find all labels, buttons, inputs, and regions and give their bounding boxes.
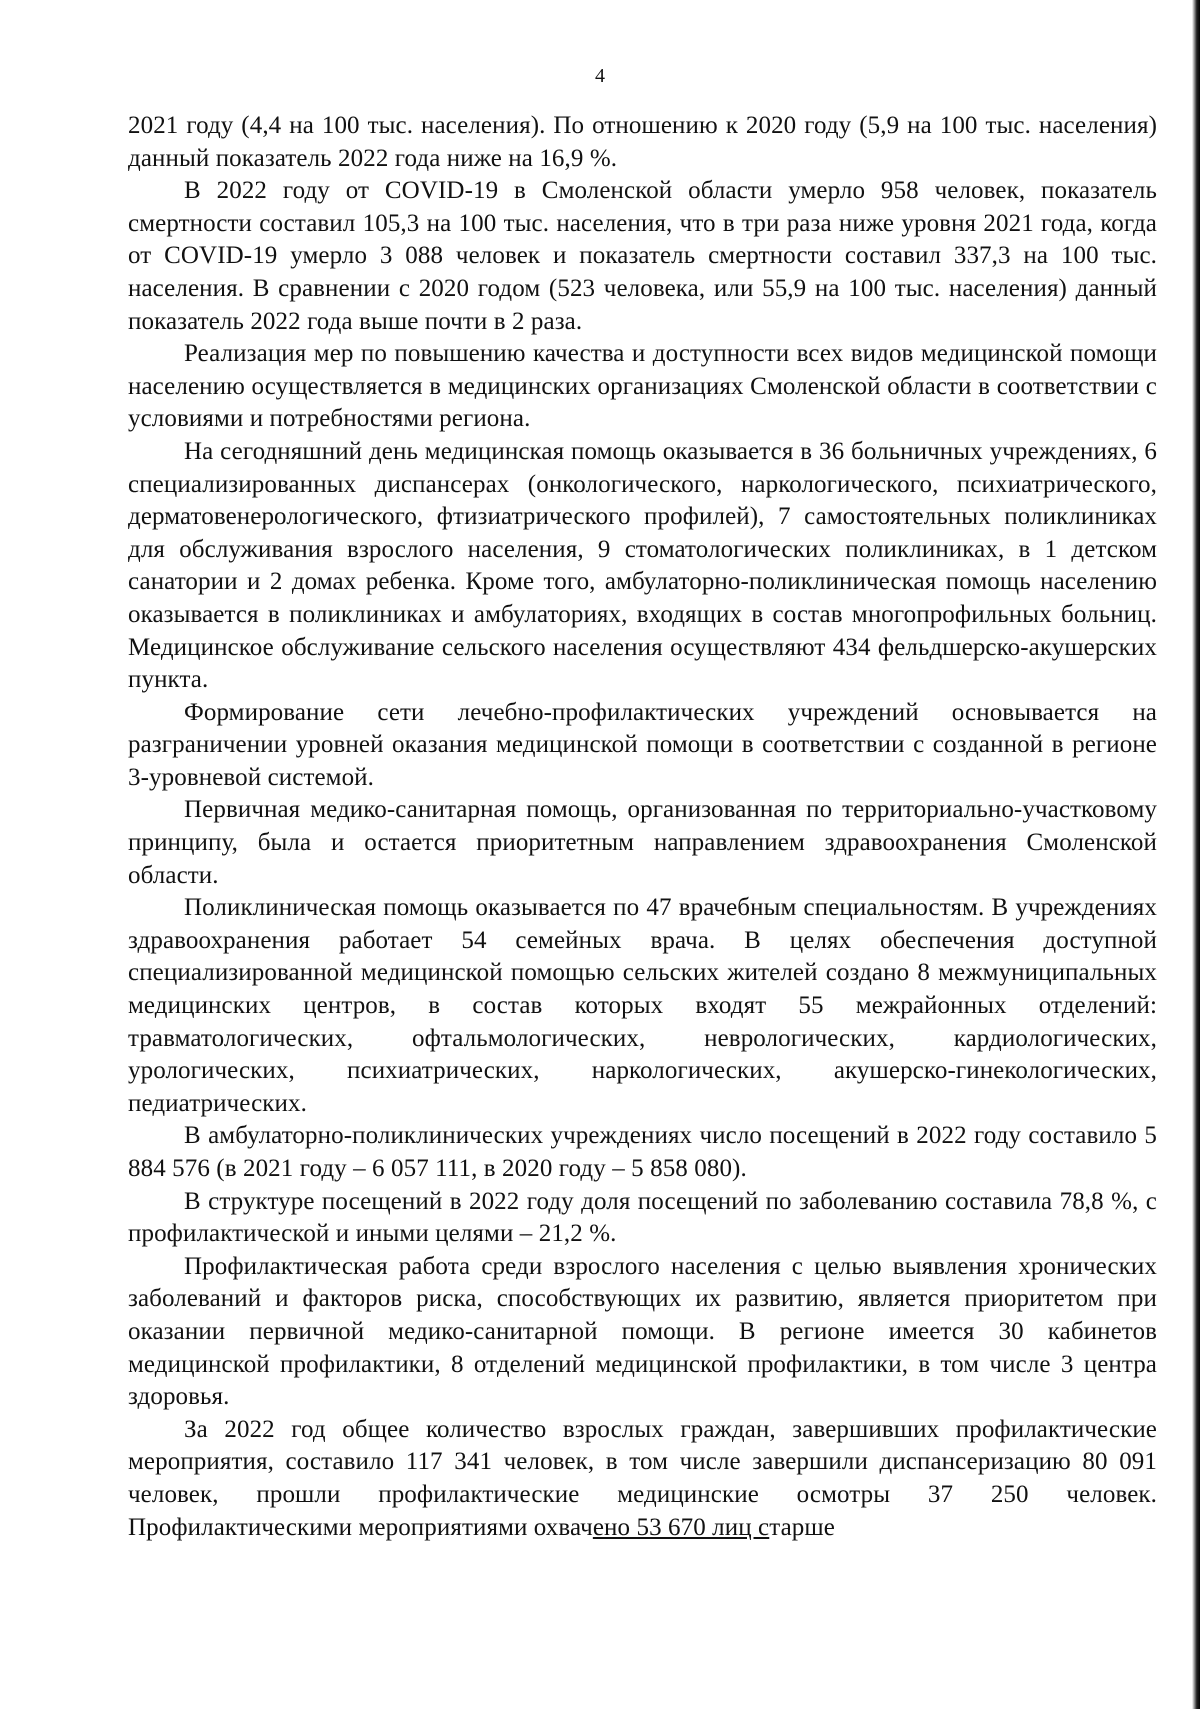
paragraph-last-tail: тарше — [769, 1513, 835, 1541]
paragraph: На сегодняшний день медицинская помощь оказывается в 36 больничных учреждениях, 6 специализированных диспансерах (онкологического, наркологического, психиатрического, дерматовенерологического, фтизиатрического профилей), 7 самостоятельных поликлиниках для обслуживания взрослого населения, 9 стоматологических поликлиниках, в 1 детском санатории и 2 домах ребенка. Кроме того, амбулаторно-поликлиническая помощь населению оказывается в поликлиниках и амбулаториях, входящих в состав многопрофильных больниц. Медицинское обслуживание сельского населения осуществляют 434 фельдшерско-акушерских пункта. — [128, 437, 1157, 694]
paragraph: Формирование сети лечебно-профилактических учреждений основывается на разграничении уровней оказания медицинской помощи в соответствии с созданной в регионе 3-уровневой системой. — [128, 698, 1157, 791]
document-body — [128, 110, 1157, 1544]
paragraph: Первичная медико-санитарная помощь, организованная по территориально-участковому принципу, была и остается приоритетным направлением здравоохранения Смоленской области. — [128, 796, 1157, 889]
underlined-text: ено 53 670 лиц с — [592, 1513, 770, 1541]
paragraph: Поликлиническая помощь оказывается по 47 врачебным специальностям. В учреждениях здравоохранения работает 54 семейных врача. В целях обеспечения доступной специализированной медицинской помощью сельских жителей создано 8 межмуниципальных медицинских центров, в состав которых входят 55 межрайонных отделений: травматологических, офтальмологических, неврологических, кардиологических, урологических, психиатрических, наркологических, акушерско-гинекологических, педиатрических. — [128, 894, 1157, 1117]
paragraph: В структуре посещений в 2022 году доля посещений по заболеванию составила 78,8 %, с профилактической и иными целями – 21,2 %. — [128, 1187, 1157, 1248]
paragraph-last-text: За 2022 год общее количество взрослых граждан, завершивших профилактические мероприятия, составило 117 341 человек, в том числе завершили диспансеризацию 80 091 человек, прошли профилактические медицинские осмотры 37 250 человек. Профилактическими мероприятиями охвач — [128, 1415, 1157, 1541]
page-number: 4 — [595, 65, 605, 87]
paragraph: Реализация мер по повышению качества и доступности всех видов медицинской помощи населению осуществляется в медицинских организациях Смоленской области в соответствии с условиями и потребностями региона. — [128, 340, 1157, 433]
paragraph: В 2022 году от COVID-19 в Смоленской области умерло 958 человек, показатель смертности составил 105,3 на 100 тыс. населения, что в три раза ниже уровня 2021 года, когда от COVID-19 умерло 3 088 человек и показатель смертности составил 337,3 на 100 тыс. населения. В сравнении с 2020 годом (523 человека, или 55,9 на 100 тыс. населения) данный показатель 2022 года выше почти в 2 раза. — [128, 177, 1157, 335]
paragraph-last — [128, 1414, 1157, 1544]
paragraph: В амбулаторно-поликлинических учреждениях число посещений в 2022 году составило 5 884 576 (в 2021 году – 6 057 111, в 2020 году – 5 858 080). — [128, 1122, 1157, 1182]
paragraph: 2021 году (4,4 на 100 тыс. населения). По отношению к 2020 году (5,9 на 100 тыс. населения) данный показатель 2022 года ниже на 16,9 %. — [128, 112, 1157, 172]
paragraph: Профилактическая работа среди взрослого населения с целью выявления хронических заболеваний и факторов риска, способствующих их развитию, является приоритетом при оказании первичной медико-санитарной помощи. В регионе имеется 30 кабинетов медицинской профилактики, 8 отделений медицинской профилактики, в том числе 3 центра здоровья. — [128, 1252, 1157, 1411]
scan-edge — [1192, 0, 1200, 1709]
